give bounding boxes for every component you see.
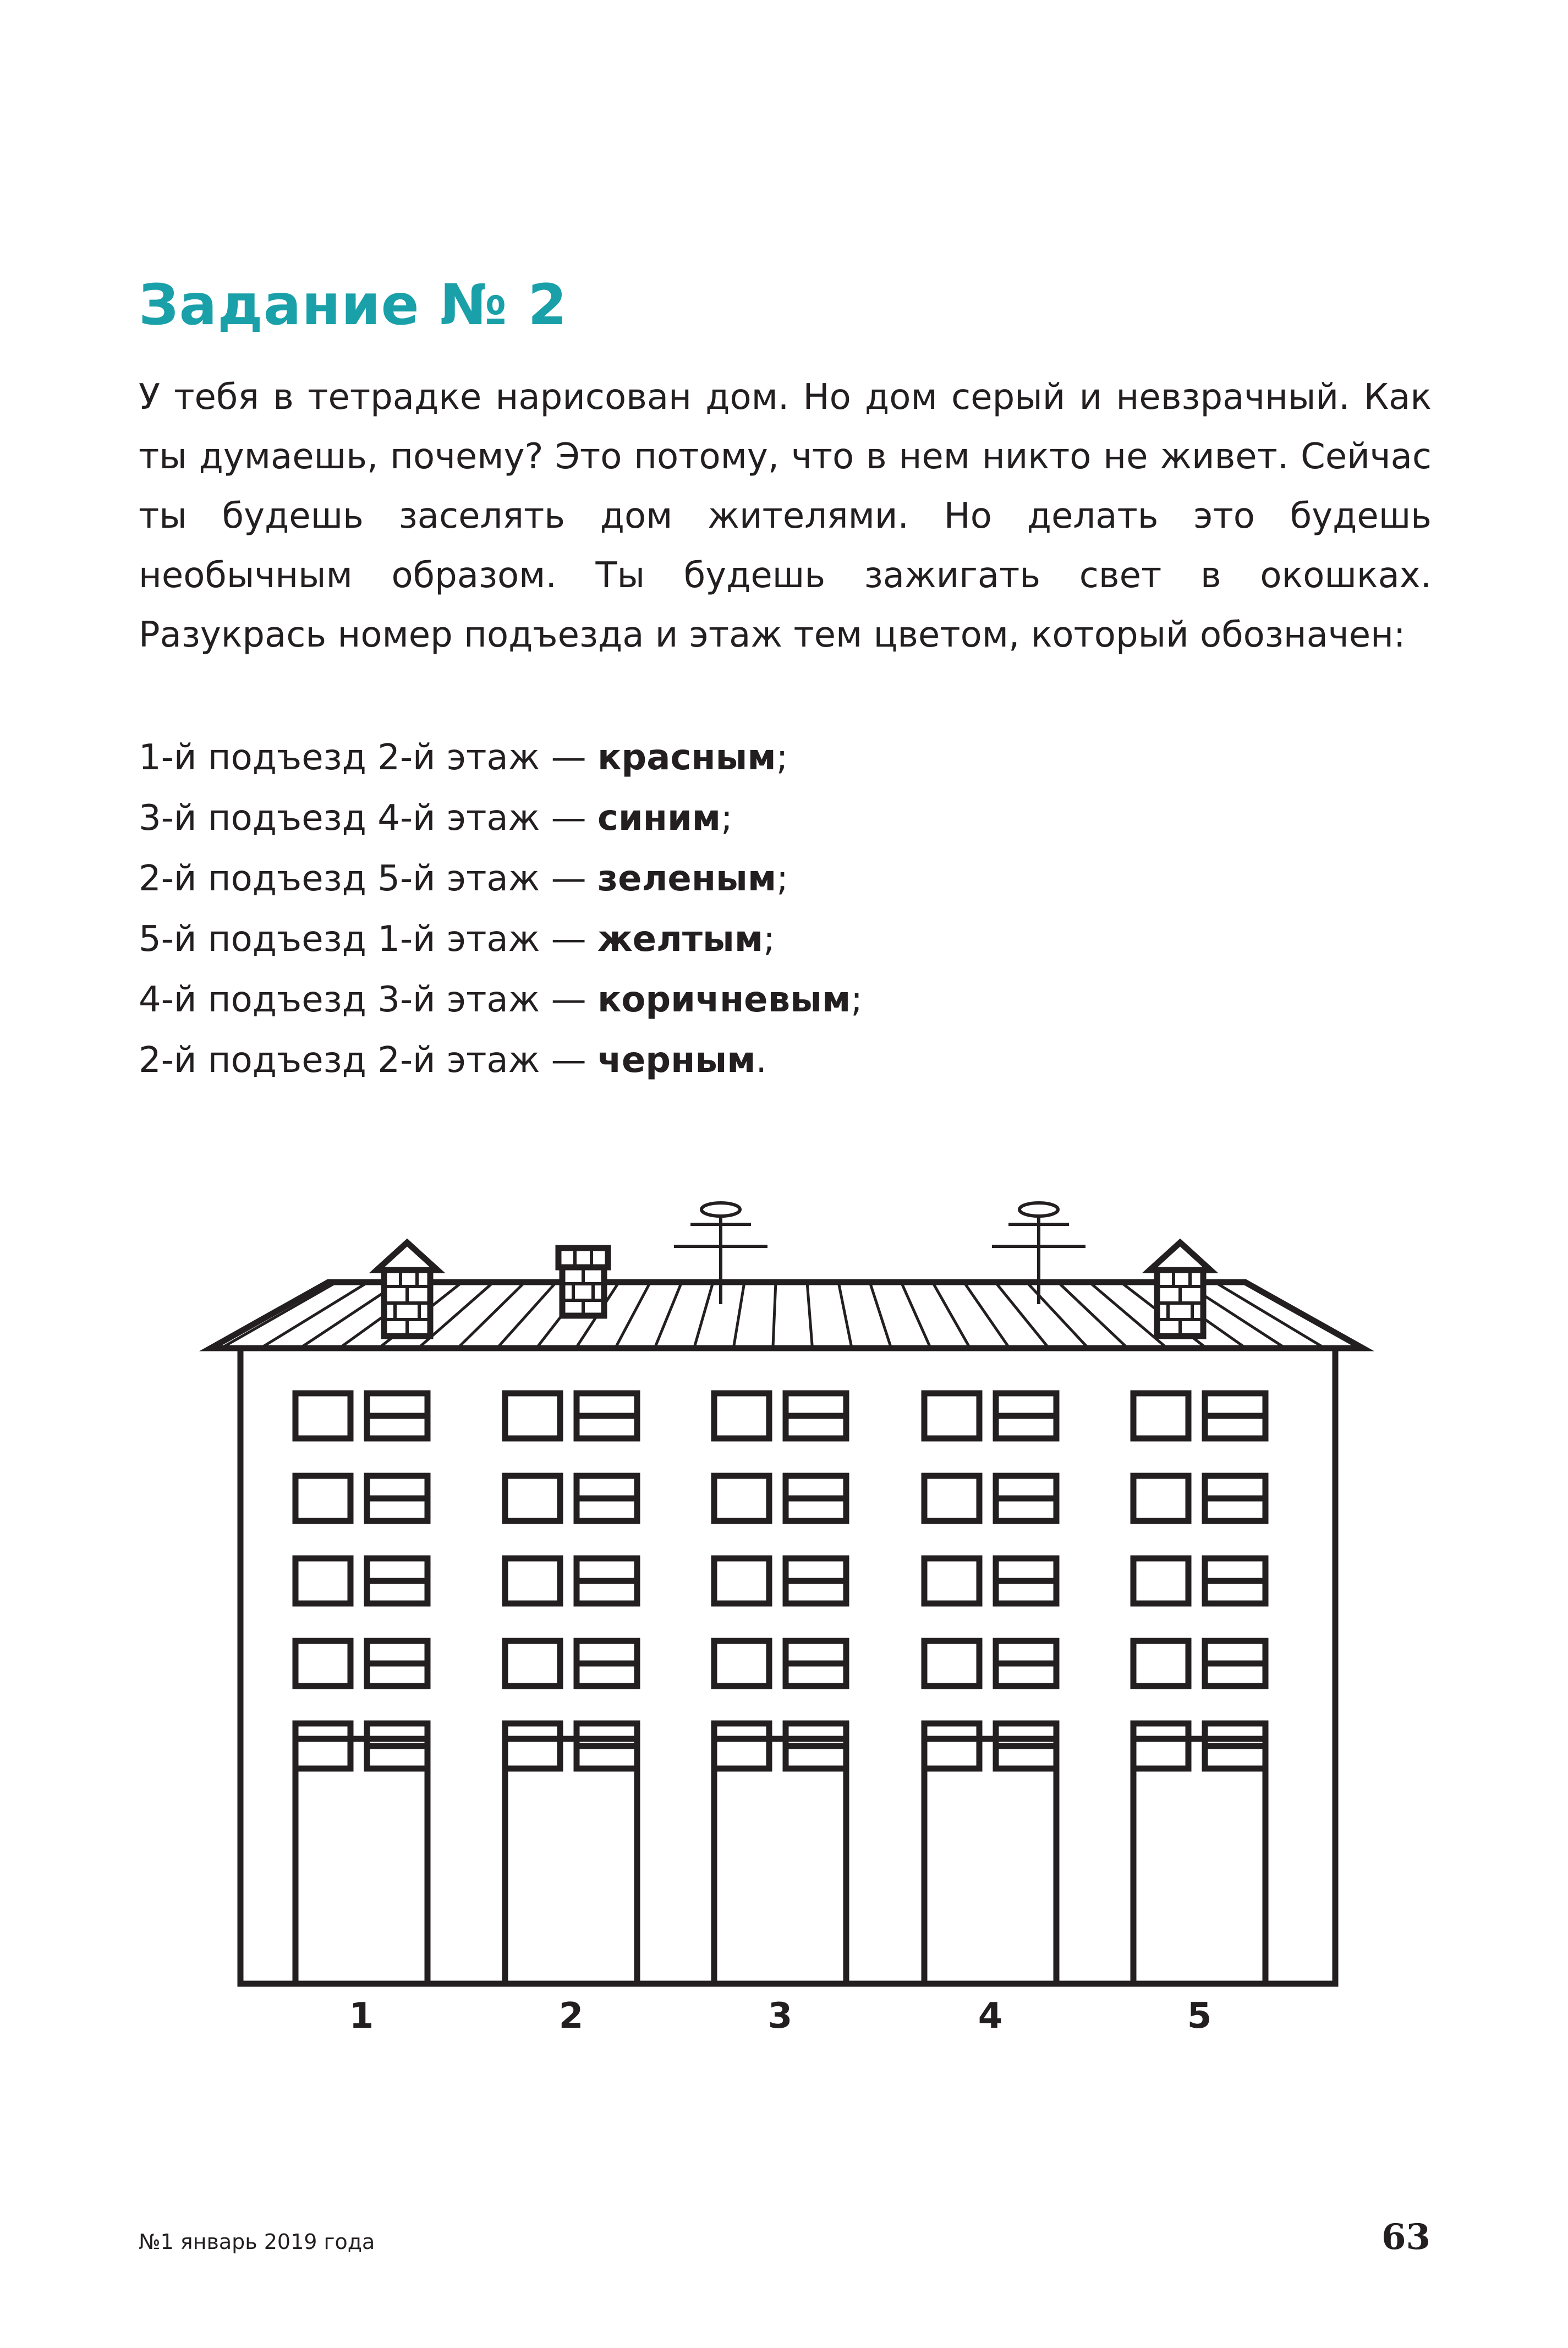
window xyxy=(1133,1393,1188,1438)
roof-rib xyxy=(901,1282,930,1348)
window xyxy=(924,1723,979,1769)
task-color: синим xyxy=(597,798,721,839)
window xyxy=(1133,1558,1188,1603)
entrance-number: 4 xyxy=(978,1996,1003,2037)
page-number: 63 xyxy=(1381,2216,1430,2258)
roof-rib xyxy=(870,1282,891,1348)
windows xyxy=(295,1393,1265,1769)
roof-rib xyxy=(694,1282,713,1348)
window xyxy=(714,1476,769,1521)
entrance-door xyxy=(714,1739,846,1984)
window xyxy=(1133,1723,1188,1769)
roof-rib xyxy=(615,1282,650,1348)
entrance-number: 3 xyxy=(767,1996,793,2037)
house-illustration xyxy=(0,1172,1568,2108)
window xyxy=(295,1641,350,1686)
issue-label: №1 январь 2019 года xyxy=(139,2230,375,2254)
chimney-3 xyxy=(1150,1243,1210,1336)
entrance-number: 2 xyxy=(558,1996,584,2037)
entrance-door xyxy=(1133,1739,1265,1984)
task-item: 2-й подъезд 2-й этаж — черным. xyxy=(139,1040,767,1081)
task-color: черным xyxy=(597,1040,756,1081)
window xyxy=(295,1723,350,1769)
roof-rib xyxy=(1027,1282,1088,1348)
window xyxy=(924,1393,979,1438)
task-color: зеленым xyxy=(597,858,777,899)
window xyxy=(714,1723,769,1769)
task-list xyxy=(139,727,863,1091)
window xyxy=(505,1476,560,1521)
window xyxy=(505,1723,560,1769)
task-color: красным xyxy=(597,737,776,778)
roof-rib xyxy=(458,1282,525,1348)
roof-rib xyxy=(838,1282,852,1348)
window xyxy=(295,1558,350,1603)
roof-rib xyxy=(1058,1282,1128,1348)
roof-rib xyxy=(933,1282,970,1348)
roof-rib xyxy=(733,1282,744,1348)
roof-rib xyxy=(773,1282,776,1348)
window xyxy=(295,1393,350,1438)
window xyxy=(924,1476,979,1521)
window xyxy=(505,1558,560,1603)
window xyxy=(1133,1641,1188,1686)
window xyxy=(505,1641,560,1686)
window xyxy=(505,1393,560,1438)
window xyxy=(714,1393,769,1438)
task-item: 2-й подъезд 5-й этаж — зеленым; xyxy=(139,858,788,899)
entrance-door xyxy=(295,1739,427,1984)
window xyxy=(714,1558,769,1603)
window xyxy=(1133,1476,1188,1521)
window xyxy=(295,1476,350,1521)
entrance-numbers xyxy=(349,1996,1212,2037)
task-item: 1-й подъезд 2-й этаж — красным; xyxy=(139,737,788,778)
chimney-2 xyxy=(558,1248,608,1316)
roof-rib xyxy=(655,1282,682,1348)
page-title: Задание № 2 xyxy=(139,272,568,338)
antenna-1 xyxy=(674,1203,767,1304)
entrance-door xyxy=(505,1739,637,1984)
task-color: коричневым xyxy=(597,979,851,1020)
window xyxy=(924,1641,979,1686)
entrance-door xyxy=(924,1739,1056,1984)
antenna-2 xyxy=(992,1203,1085,1304)
entrance-number: 5 xyxy=(1187,1996,1212,2037)
task-item: 5-й подъезд 1-й этаж — желтым; xyxy=(139,919,775,960)
task-item: 4-й подъезд 3-й этаж — коричневым; xyxy=(139,979,863,1020)
window xyxy=(924,1558,979,1603)
chimney-1 xyxy=(377,1243,437,1336)
task-description: У тебя в тетрадке нарисован дом. Но дом серый и невзрачный. Как ты думаешь, почему? Это потому, что в нем никто не живет. Сейчас ты будешь заселять дом жителями. Но делать это будешь необычным образом. Ты будешь зажигать свет в окошках. Разукрась номер подъезда и этаж тем цветом, который обозначен: xyxy=(139,377,1432,655)
entrance-number: 1 xyxy=(349,1996,374,2037)
roof-rib xyxy=(497,1282,556,1348)
window xyxy=(714,1641,769,1686)
task-item: 3-й подъезд 4-й этаж — синим; xyxy=(139,798,733,839)
doors xyxy=(295,1739,1265,1984)
task-color: желтым xyxy=(597,919,764,960)
roof-rib xyxy=(807,1282,813,1348)
